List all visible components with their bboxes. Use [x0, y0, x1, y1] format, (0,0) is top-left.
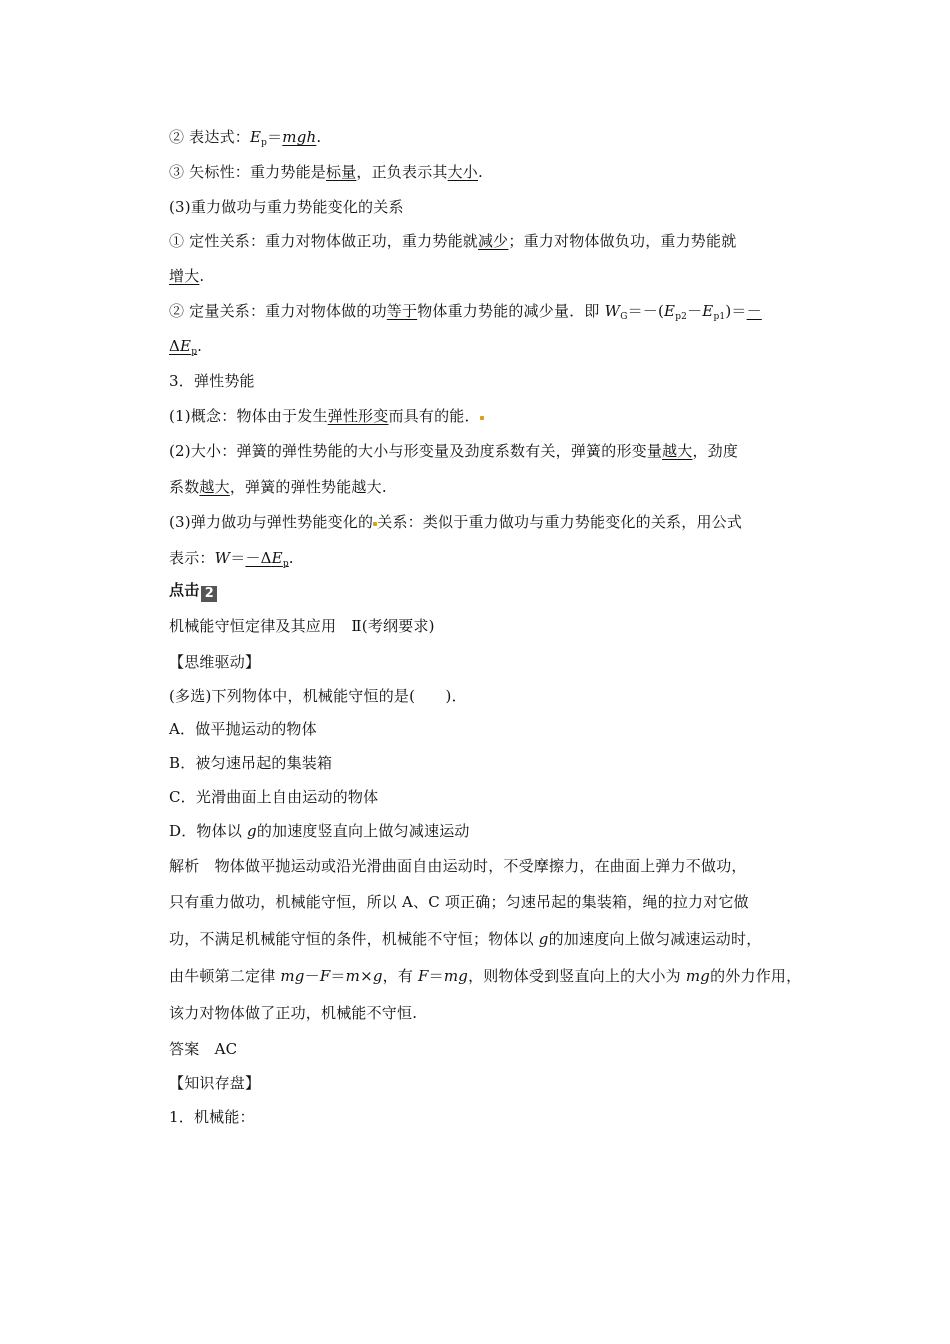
math-symbol: mg	[443, 967, 469, 985]
text-line	[169, 406, 484, 426]
solution-text: 解析 物体做平抛运动或沿光滑曲面自由运动时，不受摩擦力，在曲面上弹力不做功，	[169, 857, 747, 875]
text-run: ＝	[230, 549, 246, 567]
math-symbol: F	[319, 967, 331, 985]
text-run: (1)概念：物体由于发生	[169, 407, 328, 425]
text-run: (2)大小：弹簧的弹性势能的大小与形变量及劲度系数有关，弹簧的形变量	[169, 442, 663, 460]
text-run: .	[199, 267, 205, 285]
text-run: ×	[360, 967, 373, 985]
text-run: 系数	[169, 478, 200, 496]
math-symbol: Δ	[169, 337, 181, 355]
text-line	[169, 371, 255, 391]
math-symbol: g	[247, 822, 257, 840]
subsection-heading: 【知识存盘】	[169, 1074, 261, 1092]
math-subscript: p	[282, 559, 289, 569]
text-run: －	[687, 302, 703, 320]
text-line	[169, 1039, 237, 1059]
answer-blank: mgh	[282, 128, 317, 146]
text-run: 功，不满足机械能守恒的条件，机械能不守恒；物体以	[169, 930, 539, 948]
text-line	[169, 512, 742, 532]
math-symbol: W	[604, 302, 621, 320]
math-subscript: p2	[675, 312, 688, 322]
text-run: ＝	[330, 967, 346, 985]
math-symbol: mg	[685, 967, 711, 985]
answer-blank: －	[746, 302, 762, 320]
answer-blank	[245, 549, 288, 567]
math-symbol: F	[418, 967, 429, 985]
text-run: )＝	[725, 302, 747, 320]
text-run: 的外力作用，	[710, 967, 802, 985]
text-line	[169, 548, 294, 568]
answer-blank: 弹性形变	[327, 407, 389, 425]
text-run: 的加速度向上做匀减速运动时，	[548, 930, 762, 948]
text-line	[169, 966, 801, 986]
text-line	[169, 162, 483, 182]
text-line	[169, 892, 749, 912]
text-line	[169, 1107, 255, 1127]
option-a: A．做平抛运动的物体	[169, 720, 317, 738]
stray-mark	[480, 416, 484, 420]
section-number-badge: 2	[201, 586, 217, 602]
math-symbol: E	[271, 549, 283, 567]
text-line	[169, 652, 260, 672]
math-symbol: E	[249, 128, 262, 146]
text-run: 表示：	[169, 549, 215, 567]
text-run: (3)弹力做功与弹性势能变化的	[169, 513, 374, 531]
math-symbol: mg	[280, 967, 305, 985]
text-run: 而具有的能．	[388, 407, 480, 425]
text-run: .	[316, 128, 322, 146]
text-line	[169, 929, 761, 949]
text-run: .	[197, 337, 203, 355]
text-run: D．物体以	[169, 822, 247, 840]
text-run: .	[288, 549, 294, 567]
text-run: ，劲度	[692, 442, 739, 460]
text-run: ② 表达式：	[169, 128, 250, 146]
text-run: 物体重力势能的减少量．即	[417, 302, 605, 320]
option-b: B．被匀速吊起的集装箱	[169, 754, 333, 772]
text-line	[169, 1073, 260, 1093]
math-subscript: p1	[713, 312, 726, 322]
text-line	[169, 266, 204, 286]
text-line	[169, 616, 435, 636]
math-symbol: E	[702, 302, 714, 320]
text-run: (3)重力做功与重力势能变化的关系	[169, 198, 404, 216]
text-run: ，有	[382, 967, 419, 985]
answer-blank: 等于	[386, 302, 418, 320]
section-heading: 3．弹性势能	[169, 372, 255, 390]
text-run: ，弹簧的弹性势能越大.	[229, 478, 387, 496]
answer-blank: 标量	[325, 163, 357, 181]
section-title	[169, 580, 217, 602]
answer-blank	[169, 337, 197, 355]
text-line	[169, 441, 738, 461]
topic-title: 机械能守恒定律及其应用 Ⅱ(考纲要求)	[169, 617, 435, 635]
text-run: ＝－(	[627, 302, 665, 320]
text-run: ＝	[267, 128, 283, 146]
text-run: ① 定性关系：重力对物体做正功，重力势能就	[169, 232, 478, 250]
answer-blank: 越大	[662, 442, 693, 460]
text-line	[169, 477, 387, 497]
option-c: C．光滑曲面上自由运动的物体	[169, 788, 379, 806]
text-line	[169, 686, 467, 706]
text-run: －	[304, 967, 320, 985]
text-run: 关系：类似于重力做功与重力势能变化的关系，用公式	[377, 513, 743, 531]
text-run: 由牛顿第二定律	[169, 967, 281, 985]
text-line	[169, 301, 762, 321]
question-stem: (多选)下列物体中，机械能守恒的是( )．	[169, 687, 467, 705]
answer-text: 答案 AC	[169, 1040, 238, 1058]
answer-blank: 越大	[199, 478, 230, 496]
answer-blank: 增大	[169, 267, 200, 285]
list-item: 1．机械能：	[169, 1108, 255, 1126]
text-run: ；重力对物体做负功，重力势能就	[508, 232, 737, 250]
text-line	[169, 336, 202, 356]
text-line	[169, 753, 332, 773]
text-run: ② 定量关系：重力对物体做的功	[169, 302, 387, 320]
text-line	[169, 1003, 417, 1023]
text-run: .	[478, 163, 483, 181]
math-symbol: －Δ	[245, 549, 272, 567]
text-line	[169, 856, 747, 876]
answer-blank: 减少	[477, 232, 509, 250]
option-d	[169, 822, 470, 840]
math-symbol: W	[214, 549, 231, 567]
text-line	[169, 231, 736, 251]
text-run: ，则物体受到竖直向上的大小为	[468, 967, 686, 985]
math-symbol: E	[180, 337, 192, 355]
answer-blank: 大小	[447, 163, 478, 181]
section-title-text: 点击	[169, 581, 200, 599]
text-run: 的加速度竖直向上做匀减速运动	[256, 822, 470, 840]
math-subscript: p	[261, 138, 268, 148]
text-line	[169, 197, 404, 217]
math-symbol: g	[372, 967, 383, 985]
math-subscript: G	[620, 312, 628, 322]
text-run: ，正负表示其	[356, 163, 448, 181]
solution-text: 只有重力做功，机械能守恒，所以 A、C 项正确；匀速吊起的集装箱，绳的拉力对它做	[169, 893, 749, 911]
math-symbol: m	[345, 967, 361, 985]
text-line	[169, 719, 317, 739]
text-line	[169, 821, 470, 841]
subsection-heading: 【思维驱动】	[169, 653, 261, 671]
text-line	[169, 787, 378, 807]
math-symbol: E	[664, 302, 676, 320]
math-symbol: g	[538, 930, 549, 948]
text-run: ③ 矢标性：重力势能是	[169, 163, 326, 181]
solution-text: 该力对物体做了正功，机械能不守恒.	[169, 1004, 418, 1022]
text-line	[169, 127, 321, 147]
text-run: ＝	[428, 967, 444, 985]
math-subscript: p	[191, 347, 198, 357]
